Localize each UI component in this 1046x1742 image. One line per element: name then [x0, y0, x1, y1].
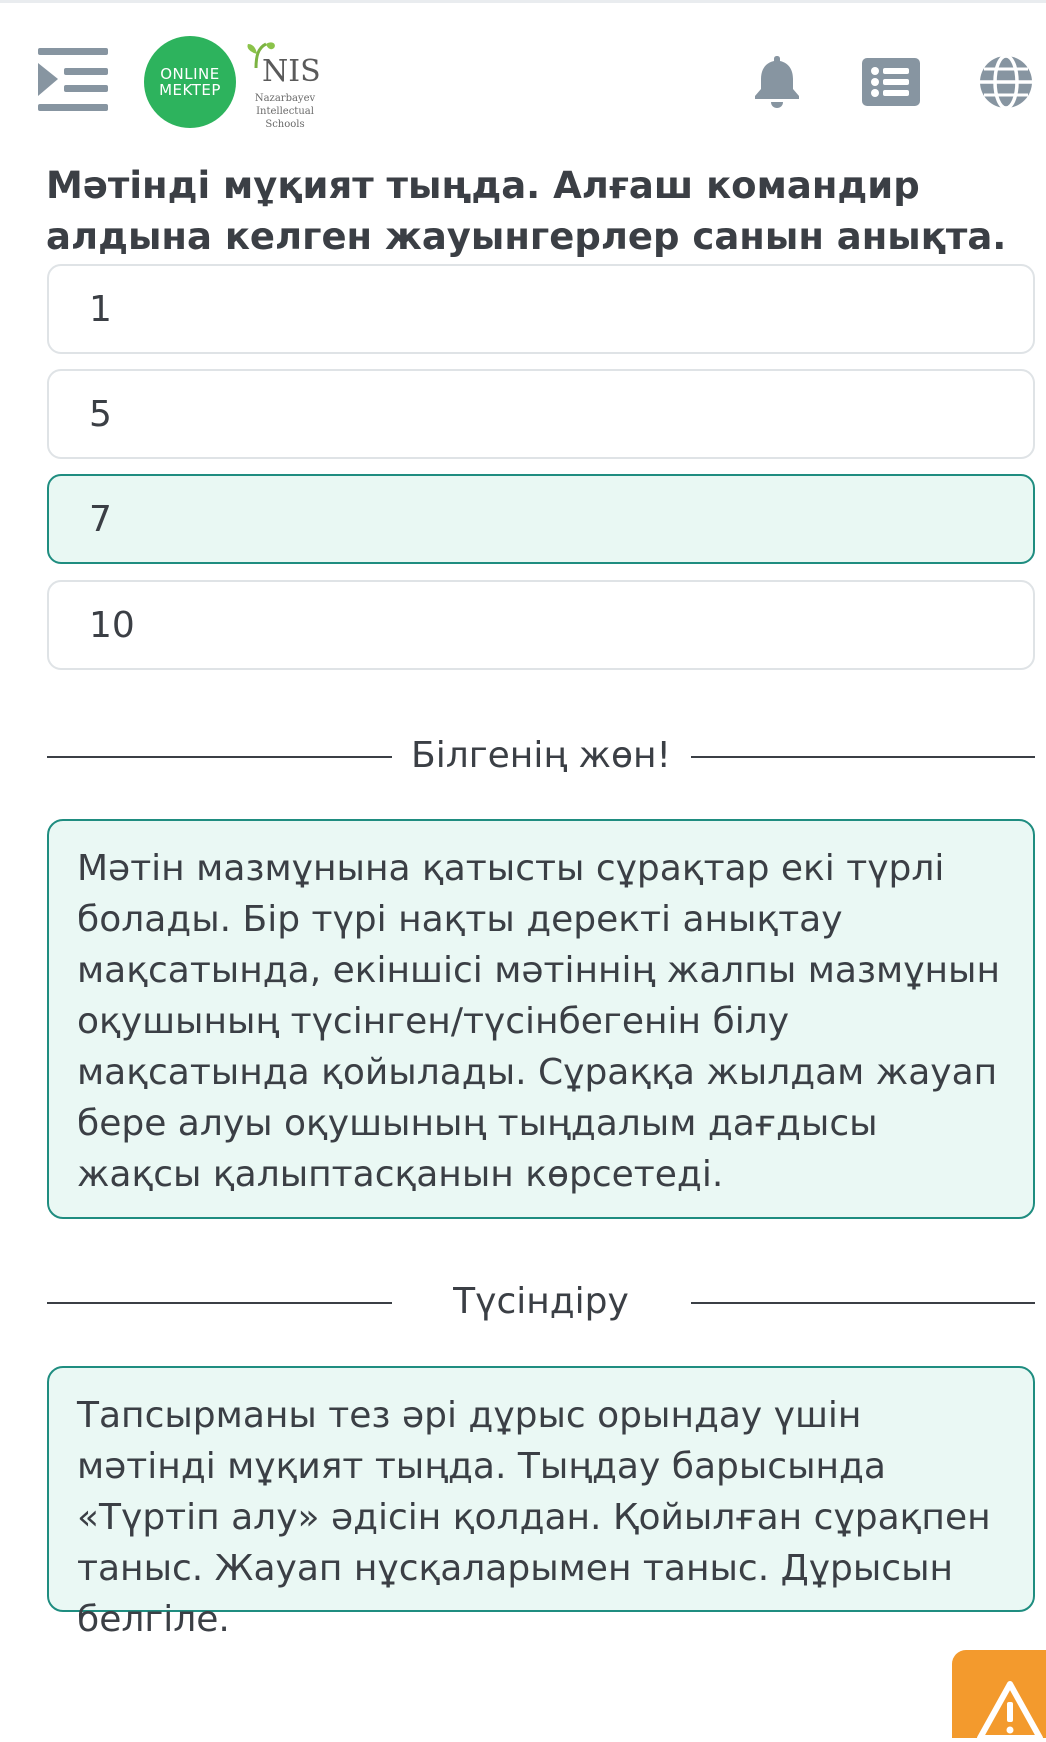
app-header: [0, 0, 1046, 150]
explanation-text: Тапсырманы тез әрі дұрыс орындау үшін мәтінді мұқият тыңда. Тыңдау барысында «Түртіп алу» әдісін қолдан. Қойылған сұрақпен таныс. Жауап нұсқаларымен таныс. Дұрысын белгіле.: [77, 1395, 991, 1640]
explanation-title: Түсіндіру: [453, 1281, 629, 1322]
divider-line-right: [691, 756, 1035, 758]
nis-subtitle: Nazarbayev Intellectual Schools: [254, 93, 316, 130]
tip-title: Білгенің жөн!: [411, 735, 671, 776]
tip-section-divider: [47, 731, 1035, 781]
report-problem-button[interactable]: [952, 1650, 1046, 1738]
logo-line2: MEKTEP: [159, 81, 221, 99]
list-icon[interactable]: [862, 58, 920, 106]
nis-title: NIS: [262, 54, 321, 89]
warning-icon: [952, 1650, 1046, 1738]
tip-box: [47, 819, 1035, 1219]
answer-option-label: 7: [89, 498, 112, 540]
answer-option-label: 1: [89, 288, 112, 330]
divider-line-right: [691, 1302, 1035, 1304]
explanation-section-divider: [47, 1277, 1035, 1327]
answer-option-1[interactable]: [47, 264, 1035, 354]
question-text: Мәтінді мұқият тыңда. Алғаш командир алдына келген жауынгерлер санын анықта.: [46, 164, 1007, 258]
answer-option-2[interactable]: [47, 369, 1035, 459]
answer-option-3-selected[interactable]: [47, 474, 1035, 564]
answer-option-4[interactable]: [47, 580, 1035, 670]
answer-option-label: 10: [89, 604, 135, 646]
explanation-box: [47, 1366, 1035, 1640]
globe-icon[interactable]: [978, 54, 1034, 110]
menu-icon[interactable]: [38, 48, 108, 112]
tip-text: Мәтін мазмұнына қатысты сұрақтар екі түрлі болады. Бір түрі нақты деректі анықтау мақсатында, екіншісі мәтіннің жалпы мазмұнын оқушының түсінген/түсінбегенін білу мақсатында қойылады. Сұраққа жылдам жауап бере алуы оқушының тыңдалым дағдысы жақсы қалыптасқанын көрсетеді.: [77, 848, 1001, 1195]
nis-logo: [244, 38, 328, 130]
logo-line1: ONLINE: [160, 65, 220, 83]
bell-icon[interactable]: [752, 54, 802, 108]
online-mektep-logo[interactable]: [144, 36, 236, 128]
answer-option-label: 5: [89, 393, 112, 435]
